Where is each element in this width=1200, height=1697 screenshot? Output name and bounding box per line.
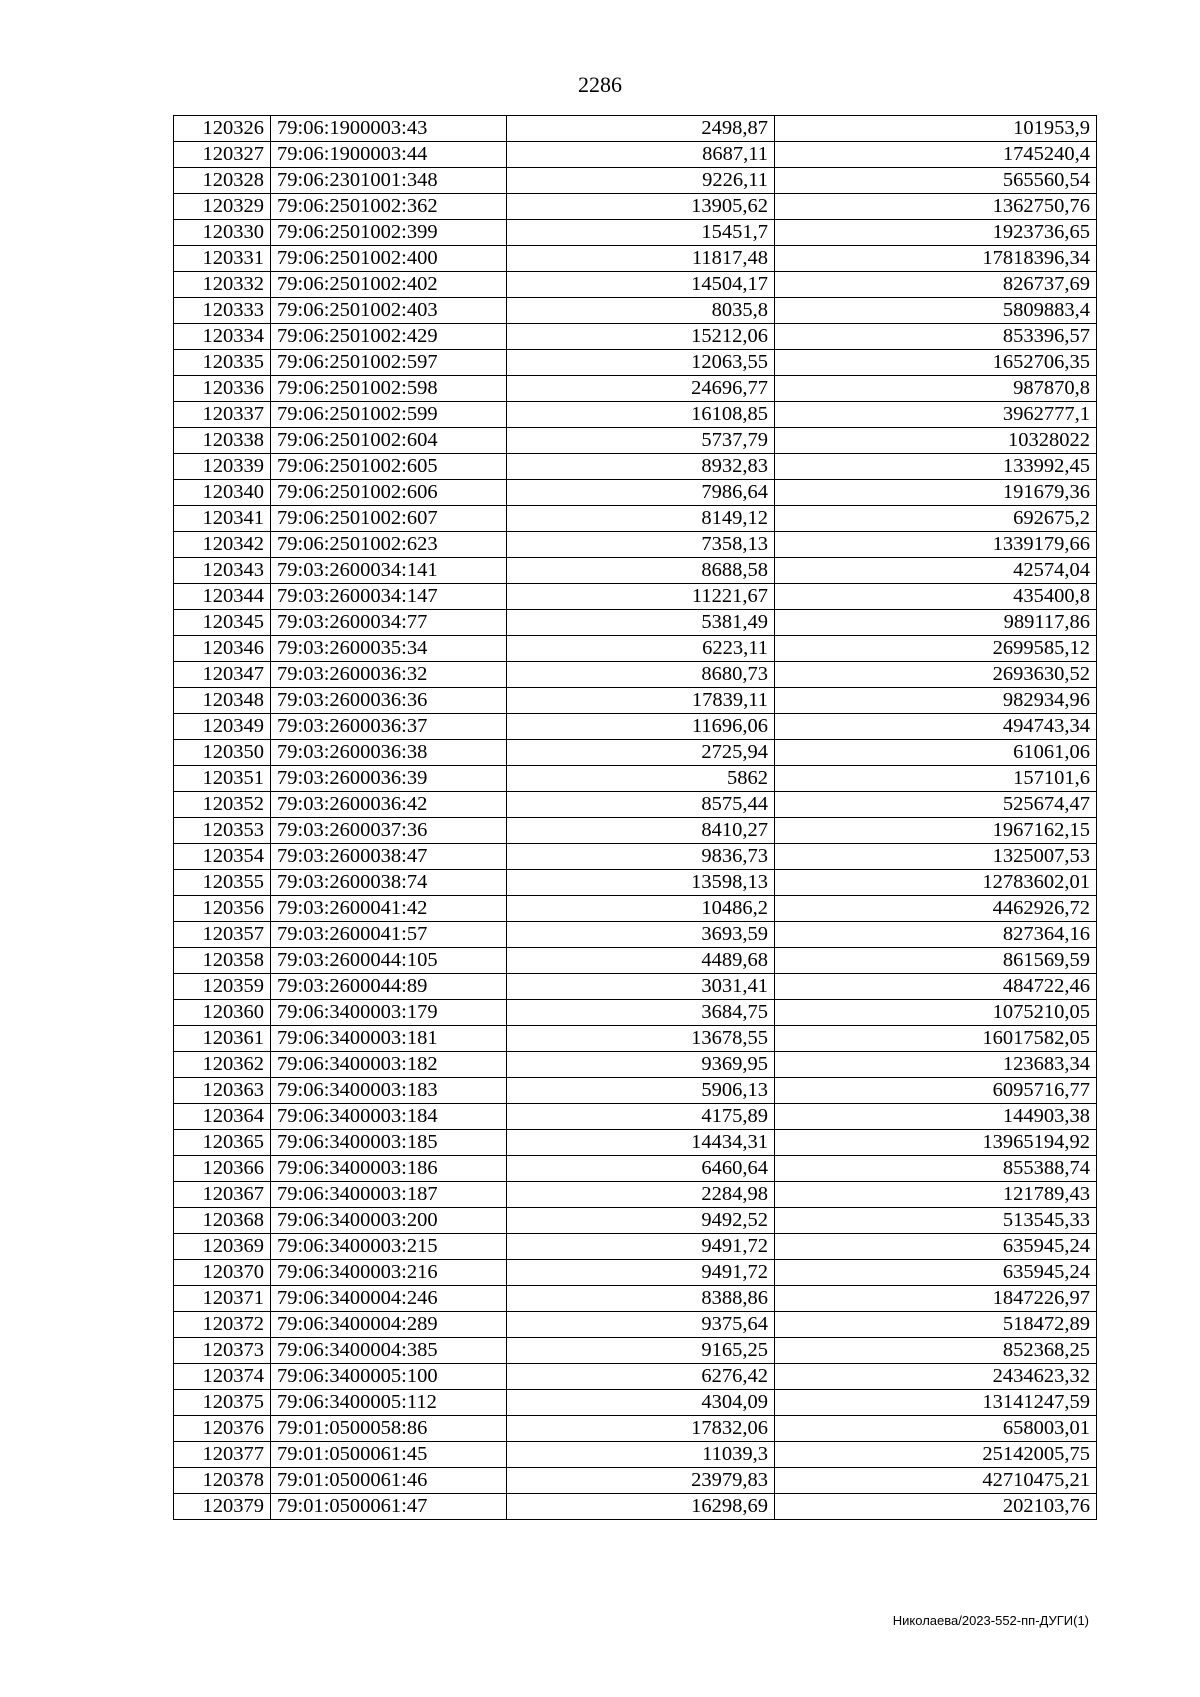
table-row	[174, 220, 1097, 246]
cadastral-number-cell: 79:03:2600036:32	[271, 662, 507, 688]
cadastral-number-cell: 79:06:2301001:348	[271, 168, 507, 194]
area-cell: 8388,86	[507, 1286, 775, 1312]
table-row	[174, 1104, 1097, 1130]
table-row	[174, 818, 1097, 844]
area-cell: 8932,83	[507, 454, 775, 480]
page-number: 2286	[578, 72, 622, 97]
area-cell: 8688,58	[507, 558, 775, 584]
table-row	[174, 922, 1097, 948]
cadastral-number-cell: 79:03:2600036:39	[271, 766, 507, 792]
cadastral-number-cell: 79:01:0500061:45	[271, 1442, 507, 1468]
cadastral-value-cell: 987870,8	[775, 376, 1097, 402]
row-number-cell: 120327	[174, 142, 271, 168]
area-cell: 8149,12	[507, 506, 775, 532]
area-cell: 9165,25	[507, 1338, 775, 1364]
row-number-cell: 120356	[174, 896, 271, 922]
area-cell: 5906,13	[507, 1078, 775, 1104]
cadastral-number-cell: 79:01:0500061:47	[271, 1494, 507, 1520]
row-number-cell: 120330	[174, 220, 271, 246]
table-row	[174, 1416, 1097, 1442]
area-cell: 17839,11	[507, 688, 775, 714]
cadastral-number-cell: 79:06:2501002:362	[271, 194, 507, 220]
row-number-cell: 120361	[174, 1026, 271, 1052]
table-row	[174, 1312, 1097, 1338]
cadastral-value-cell: 435400,8	[775, 584, 1097, 610]
row-number-cell: 120357	[174, 922, 271, 948]
cadastral-value-cell: 1745240,4	[775, 142, 1097, 168]
area-cell: 9836,73	[507, 844, 775, 870]
cadastral-number-cell: 79:06:2501002:606	[271, 480, 507, 506]
area-cell: 5862	[507, 766, 775, 792]
area-cell: 9226,11	[507, 168, 775, 194]
area-cell: 5737,79	[507, 428, 775, 454]
table-row	[174, 584, 1097, 610]
area-cell: 8410,27	[507, 818, 775, 844]
row-number-cell: 120336	[174, 376, 271, 402]
row-number-cell: 120339	[174, 454, 271, 480]
area-cell: 11817,48	[507, 246, 775, 272]
area-cell: 7986,64	[507, 480, 775, 506]
row-number-cell: 120352	[174, 792, 271, 818]
cadastral-number-cell: 79:06:3400003:215	[271, 1234, 507, 1260]
cadastral-number-cell: 79:06:2501002:599	[271, 402, 507, 428]
area-cell: 10486,2	[507, 896, 775, 922]
cadastral-number-cell: 79:06:2501002:623	[271, 532, 507, 558]
table-row	[174, 1234, 1097, 1260]
area-cell: 11221,67	[507, 584, 775, 610]
area-cell: 4489,68	[507, 948, 775, 974]
cadastral-number-cell: 79:06:2501002:597	[271, 350, 507, 376]
cadastral-value-cell: 692675,2	[775, 506, 1097, 532]
cadastral-number-cell: 79:06:2501002:429	[271, 324, 507, 350]
table-row	[174, 1442, 1097, 1468]
cadastral-number-cell: 79:06:2501002:400	[271, 246, 507, 272]
row-number-cell: 120375	[174, 1390, 271, 1416]
cadastral-value-cell: 17818396,34	[775, 246, 1097, 272]
area-cell: 11696,06	[507, 714, 775, 740]
cadastral-number-cell: 79:03:2600036:42	[271, 792, 507, 818]
table-row	[174, 870, 1097, 896]
table-row	[174, 740, 1097, 766]
table-row	[174, 766, 1097, 792]
cadastral-number-cell: 79:03:2600036:38	[271, 740, 507, 766]
row-number-cell: 120335	[174, 350, 271, 376]
row-number-cell: 120376	[174, 1416, 271, 1442]
cadastral-number-cell: 79:06:3400004:385	[271, 1338, 507, 1364]
row-number-cell: 120347	[174, 662, 271, 688]
cadastral-number-cell: 79:06:3400003:186	[271, 1156, 507, 1182]
table-row	[174, 350, 1097, 376]
area-cell: 6460,64	[507, 1156, 775, 1182]
cadastral-value-cell: 1967162,15	[775, 818, 1097, 844]
cadastral-value-cell: 202103,76	[775, 1494, 1097, 1520]
cadastral-number-cell: 79:03:2600041:57	[271, 922, 507, 948]
cadastral-value-cell: 123683,34	[775, 1052, 1097, 1078]
row-number-cell: 120358	[174, 948, 271, 974]
table-row	[174, 116, 1097, 142]
cadastral-value-cell: 861569,59	[775, 948, 1097, 974]
table-row	[174, 1468, 1097, 1494]
area-cell: 13678,55	[507, 1026, 775, 1052]
cadastral-number-cell: 79:01:0500061:46	[271, 1468, 507, 1494]
area-cell: 13905,62	[507, 194, 775, 220]
cadastral-number-cell: 79:06:1900003:43	[271, 116, 507, 142]
cadastral-value-cell: 121789,43	[775, 1182, 1097, 1208]
table-body	[174, 116, 1097, 1520]
cadastral-value-cell: 565560,54	[775, 168, 1097, 194]
cadastral-value-cell: 852368,25	[775, 1338, 1097, 1364]
row-number-cell: 120353	[174, 818, 271, 844]
cadastral-number-cell: 79:03:2600041:42	[271, 896, 507, 922]
cadastral-value-table	[173, 115, 1097, 1520]
area-cell: 3693,59	[507, 922, 775, 948]
row-number-cell: 120365	[174, 1130, 271, 1156]
cadastral-number-cell: 79:06:1900003:44	[271, 142, 507, 168]
table-row	[174, 974, 1097, 1000]
cadastral-number-cell: 79:03:2600038:74	[271, 870, 507, 896]
row-number-cell: 120367	[174, 1182, 271, 1208]
table-row	[174, 1078, 1097, 1104]
cadastral-value-cell: 13965194,92	[775, 1130, 1097, 1156]
cadastral-value-cell: 25142005,75	[775, 1442, 1097, 1468]
cadastral-value-cell: 101953,9	[775, 116, 1097, 142]
area-cell: 16108,85	[507, 402, 775, 428]
cadastral-number-cell: 79:06:3400003:216	[271, 1260, 507, 1286]
table-row	[174, 272, 1097, 298]
table-row	[174, 558, 1097, 584]
row-number-cell: 120351	[174, 766, 271, 792]
row-number-cell: 120363	[174, 1078, 271, 1104]
area-cell: 12063,55	[507, 350, 775, 376]
cadastral-number-cell: 79:03:2600036:37	[271, 714, 507, 740]
table-row	[174, 1052, 1097, 1078]
cadastral-number-cell: 79:03:2600044:105	[271, 948, 507, 974]
cadastral-value-cell: 635945,24	[775, 1234, 1097, 1260]
area-cell: 6276,42	[507, 1364, 775, 1390]
area-cell: 13598,13	[507, 870, 775, 896]
cadastral-number-cell: 79:06:3400003:179	[271, 1000, 507, 1026]
row-number-cell: 120379	[174, 1494, 271, 1520]
cadastral-value-cell: 827364,16	[775, 922, 1097, 948]
row-number-cell: 120349	[174, 714, 271, 740]
row-number-cell: 120326	[174, 116, 271, 142]
cadastral-value-cell: 133992,45	[775, 454, 1097, 480]
cadastral-value-cell: 1923736,65	[775, 220, 1097, 246]
table-row	[174, 1494, 1097, 1520]
row-number-cell: 120333	[174, 298, 271, 324]
area-cell: 4304,09	[507, 1390, 775, 1416]
cadastral-value-cell: 513545,33	[775, 1208, 1097, 1234]
row-number-cell: 120328	[174, 168, 271, 194]
cadastral-value-cell: 853396,57	[775, 324, 1097, 350]
cadastral-value-cell: 42574,04	[775, 558, 1097, 584]
table-row	[174, 896, 1097, 922]
row-number-cell: 120359	[174, 974, 271, 1000]
area-cell: 3031,41	[507, 974, 775, 1000]
cadastral-value-cell: 989117,86	[775, 610, 1097, 636]
cadastral-number-cell: 79:01:0500058:86	[271, 1416, 507, 1442]
row-number-cell: 120337	[174, 402, 271, 428]
table-row	[174, 246, 1097, 272]
cadastral-number-cell: 79:06:2501002:402	[271, 272, 507, 298]
table-row	[174, 194, 1097, 220]
table-row	[174, 948, 1097, 974]
cadastral-value-cell: 12783602,01	[775, 870, 1097, 896]
cadastral-number-cell: 79:06:3400003:181	[271, 1026, 507, 1052]
area-cell: 9492,52	[507, 1208, 775, 1234]
cadastral-value-cell: 6095716,77	[775, 1078, 1097, 1104]
table-row	[174, 1390, 1097, 1416]
table-row	[174, 1260, 1097, 1286]
cadastral-value-cell: 525674,47	[775, 792, 1097, 818]
table-row	[174, 1182, 1097, 1208]
cadastral-value-cell: 2699585,12	[775, 636, 1097, 662]
cadastral-value-cell: 2434623,32	[775, 1364, 1097, 1390]
row-number-cell: 120377	[174, 1442, 271, 1468]
row-number-cell: 120343	[174, 558, 271, 584]
row-number-cell: 120369	[174, 1234, 271, 1260]
cadastral-number-cell: 79:06:3400003:182	[271, 1052, 507, 1078]
row-number-cell: 120374	[174, 1364, 271, 1390]
row-number-cell: 120370	[174, 1260, 271, 1286]
row-number-cell: 120355	[174, 870, 271, 896]
table-row	[174, 142, 1097, 168]
cadastral-number-cell: 79:03:2600034:141	[271, 558, 507, 584]
cadastral-number-cell: 79:06:3400004:289	[271, 1312, 507, 1338]
cadastral-number-cell: 79:06:3400003:200	[271, 1208, 507, 1234]
table-row	[174, 636, 1097, 662]
cadastral-value-cell: 1847226,97	[775, 1286, 1097, 1312]
cadastral-number-cell: 79:03:2600044:89	[271, 974, 507, 1000]
cadastral-number-cell: 79:03:2600037:36	[271, 818, 507, 844]
area-cell: 8035,8	[507, 298, 775, 324]
cadastral-value-cell: 3962777,1	[775, 402, 1097, 428]
table-row	[174, 1156, 1097, 1182]
table-row	[174, 1364, 1097, 1390]
area-cell: 9491,72	[507, 1260, 775, 1286]
cadastral-number-cell: 79:06:3400005:100	[271, 1364, 507, 1390]
row-number-cell: 120331	[174, 246, 271, 272]
row-number-cell: 120334	[174, 324, 271, 350]
cadastral-number-cell: 79:06:2501002:604	[271, 428, 507, 454]
table-row	[174, 1000, 1097, 1026]
cadastral-number-cell: 79:03:2600034:147	[271, 584, 507, 610]
row-number-cell: 120364	[174, 1104, 271, 1130]
cadastral-number-cell: 79:03:2600036:36	[271, 688, 507, 714]
row-number-cell: 120371	[174, 1286, 271, 1312]
cadastral-number-cell: 79:06:3400004:246	[271, 1286, 507, 1312]
cadastral-value-cell: 4462926,72	[775, 896, 1097, 922]
row-number-cell: 120345	[174, 610, 271, 636]
cadastral-value-cell: 5809883,4	[775, 298, 1097, 324]
area-cell: 17832,06	[507, 1416, 775, 1442]
area-cell: 8687,11	[507, 142, 775, 168]
row-number-cell: 120373	[174, 1338, 271, 1364]
cadastral-value-cell: 855388,74	[775, 1156, 1097, 1182]
table-row	[174, 792, 1097, 818]
cadastral-value-cell: 1362750,76	[775, 194, 1097, 220]
cadastral-value-cell: 42710475,21	[775, 1468, 1097, 1494]
cadastral-value-cell: 1075210,05	[775, 1000, 1097, 1026]
area-cell: 16298,69	[507, 1494, 775, 1520]
cadastral-value-cell: 484722,46	[775, 974, 1097, 1000]
area-cell: 15212,06	[507, 324, 775, 350]
cadastral-value-cell: 635945,24	[775, 1260, 1097, 1286]
cadastral-value-cell: 157101,6	[775, 766, 1097, 792]
area-cell: 2725,94	[507, 740, 775, 766]
cadastral-number-cell: 79:06:3400003:185	[271, 1130, 507, 1156]
table-row	[174, 1208, 1097, 1234]
cadastral-number-cell: 79:06:2501002:399	[271, 220, 507, 246]
table-row	[174, 402, 1097, 428]
table-row	[174, 376, 1097, 402]
table-row	[174, 714, 1097, 740]
row-number-cell: 120340	[174, 480, 271, 506]
area-cell: 11039,3	[507, 1442, 775, 1468]
table-row	[174, 1130, 1097, 1156]
area-cell: 8680,73	[507, 662, 775, 688]
row-number-cell: 120354	[174, 844, 271, 870]
table-row	[174, 298, 1097, 324]
table-row	[174, 168, 1097, 194]
row-number-cell: 120338	[174, 428, 271, 454]
cadastral-value-cell: 144903,38	[775, 1104, 1097, 1130]
row-number-cell: 120329	[174, 194, 271, 220]
table-row	[174, 844, 1097, 870]
row-number-cell: 120332	[174, 272, 271, 298]
area-cell: 7358,13	[507, 532, 775, 558]
area-cell: 5381,49	[507, 610, 775, 636]
cadastral-value-cell: 1325007,53	[775, 844, 1097, 870]
row-number-cell: 120346	[174, 636, 271, 662]
area-cell: 15451,7	[507, 220, 775, 246]
row-number-cell: 120378	[174, 1468, 271, 1494]
area-cell: 9369,95	[507, 1052, 775, 1078]
row-number-cell: 120344	[174, 584, 271, 610]
area-cell: 9375,64	[507, 1312, 775, 1338]
area-cell: 24696,77	[507, 376, 775, 402]
table-row	[174, 506, 1097, 532]
table-row	[174, 428, 1097, 454]
table-row	[174, 532, 1097, 558]
area-cell: 9491,72	[507, 1234, 775, 1260]
cadastral-number-cell: 79:06:3400003:187	[271, 1182, 507, 1208]
cadastral-value-cell: 10328022	[775, 428, 1097, 454]
table-row	[174, 662, 1097, 688]
cadastral-number-cell: 79:06:3400003:183	[271, 1078, 507, 1104]
area-cell: 23979,83	[507, 1468, 775, 1494]
cadastral-value-cell: 826737,69	[775, 272, 1097, 298]
cadastral-value-cell: 61061,06	[775, 740, 1097, 766]
table-row	[174, 1286, 1097, 1312]
row-number-cell: 120342	[174, 532, 271, 558]
cadastral-value-cell: 658003,01	[775, 1416, 1097, 1442]
cadastral-number-cell: 79:06:3400005:112	[271, 1390, 507, 1416]
cadastral-value-cell: 518472,89	[775, 1312, 1097, 1338]
row-number-cell: 120348	[174, 688, 271, 714]
area-cell: 2498,87	[507, 116, 775, 142]
cadastral-value-cell: 2693630,52	[775, 662, 1097, 688]
table-row	[174, 324, 1097, 350]
table-row	[174, 1026, 1097, 1052]
area-cell: 4175,89	[507, 1104, 775, 1130]
row-number-cell: 120341	[174, 506, 271, 532]
area-cell: 2284,98	[507, 1182, 775, 1208]
cadastral-value-cell: 1652706,35	[775, 350, 1097, 376]
row-number-cell: 120350	[174, 740, 271, 766]
cadastral-value-cell: 1339179,66	[775, 532, 1097, 558]
table-row	[174, 1338, 1097, 1364]
row-number-cell: 120372	[174, 1312, 271, 1338]
cadastral-value-cell: 16017582,05	[775, 1026, 1097, 1052]
row-number-cell: 120362	[174, 1052, 271, 1078]
cadastral-number-cell: 79:06:2501002:605	[271, 454, 507, 480]
table-row	[174, 688, 1097, 714]
cadastral-value-cell: 13141247,59	[775, 1390, 1097, 1416]
table-row	[174, 610, 1097, 636]
cadastral-value-cell: 191679,36	[775, 480, 1097, 506]
area-cell: 8575,44	[507, 792, 775, 818]
area-cell: 3684,75	[507, 1000, 775, 1026]
cadastral-number-cell: 79:06:3400003:184	[271, 1104, 507, 1130]
cadastral-number-cell: 79:03:2600035:34	[271, 636, 507, 662]
table-row	[174, 454, 1097, 480]
table-row	[174, 480, 1097, 506]
cadastral-number-cell: 79:06:2501002:607	[271, 506, 507, 532]
cadastral-number-cell: 79:03:2600038:47	[271, 844, 507, 870]
document-footer: Николаева/2023-552-пп-ДУГИ(1)	[892, 1613, 1089, 1628]
cadastral-number-cell: 79:06:2501002:403	[271, 298, 507, 324]
row-number-cell: 120368	[174, 1208, 271, 1234]
cadastral-value-cell: 494743,34	[775, 714, 1097, 740]
area-cell: 14504,17	[507, 272, 775, 298]
cadastral-value-cell: 982934,96	[775, 688, 1097, 714]
area-cell: 6223,11	[507, 636, 775, 662]
row-number-cell: 120360	[174, 1000, 271, 1026]
row-number-cell: 120366	[174, 1156, 271, 1182]
area-cell: 14434,31	[507, 1130, 775, 1156]
cadastral-number-cell: 79:03:2600034:77	[271, 610, 507, 636]
cadastral-number-cell: 79:06:2501002:598	[271, 376, 507, 402]
